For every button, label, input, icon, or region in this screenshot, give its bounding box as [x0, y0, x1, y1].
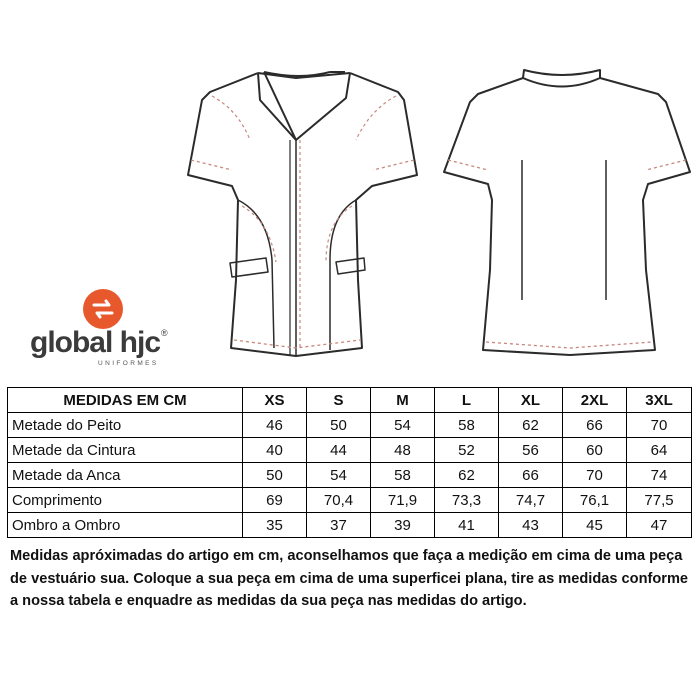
- header-size: 2XL: [563, 388, 627, 413]
- table-cell: 71,9: [371, 488, 435, 513]
- back-view-tunic: [444, 70, 690, 355]
- table-cell: 52: [435, 438, 499, 463]
- table-cell: 43: [499, 513, 563, 538]
- table-cell: 44: [307, 438, 371, 463]
- table-row: [8, 438, 692, 463]
- table-cell: 73,3: [435, 488, 499, 513]
- size-chart-table: [7, 387, 692, 538]
- table-cell: 69: [243, 488, 307, 513]
- table-cell: 39: [371, 513, 435, 538]
- header-size: XL: [499, 388, 563, 413]
- table-cell: 60: [563, 438, 627, 463]
- table-cell: 62: [499, 413, 563, 438]
- header-size: 3XL: [627, 388, 692, 413]
- table-cell: 74,7: [499, 488, 563, 513]
- table-cell: 47: [627, 513, 692, 538]
- table-cell: 77,5: [627, 488, 692, 513]
- table-cell: 70: [563, 463, 627, 488]
- header-size: M: [371, 388, 435, 413]
- table-cell: 45: [563, 513, 627, 538]
- table-cell: 46: [243, 413, 307, 438]
- front-view-tunic: [188, 72, 417, 356]
- table-cell: 70,4: [307, 488, 371, 513]
- table-header-row: [8, 388, 692, 413]
- table-cell: 74: [627, 463, 692, 488]
- row-label: Ombro a Ombro: [8, 513, 243, 538]
- table-cell: 50: [307, 413, 371, 438]
- table-cell: 56: [499, 438, 563, 463]
- table-cell: 58: [435, 413, 499, 438]
- table-cell: 40: [243, 438, 307, 463]
- brand-name: global hjc®: [30, 326, 167, 359]
- table-cell: 76,1: [563, 488, 627, 513]
- table-cell: 54: [371, 413, 435, 438]
- brand-tagline: UNIFORMES: [98, 360, 159, 367]
- row-label: Metade da Cintura: [8, 438, 243, 463]
- table-cell: 35: [243, 513, 307, 538]
- table-cell: 48: [371, 438, 435, 463]
- measurement-note: Medidas apróximadas do artigo em cm, aconselhamos que faça a medição em cima de uma peça de vestuário sua. Coloque a sua peça em cima de uma superficei plana, tire as medidas conforme a nossa tabela e enquadre as medidas da sua peça nas medidas do artigo.: [10, 548, 689, 609]
- table-cell: 54: [307, 463, 371, 488]
- row-label: Comprimento: [8, 488, 243, 513]
- table-cell: 58: [371, 463, 435, 488]
- header-size: XS: [243, 388, 307, 413]
- header-size: S: [307, 388, 371, 413]
- table-row: [8, 413, 692, 438]
- table-row: [8, 488, 692, 513]
- table-cell: 70: [627, 413, 692, 438]
- table-cell: 66: [563, 413, 627, 438]
- table-cell: 41: [435, 513, 499, 538]
- table-cell: 37: [307, 513, 371, 538]
- brand-logo: [30, 288, 195, 367]
- table-row: [8, 463, 692, 488]
- row-label: Metade do Peito: [8, 413, 243, 438]
- row-label: Metade da Anca: [8, 463, 243, 488]
- header-measurements: MEDIDAS EM CM: [8, 388, 243, 413]
- table-cell: 62: [435, 463, 499, 488]
- table-row: [8, 513, 692, 538]
- header-size: L: [435, 388, 499, 413]
- brand-logo-icon: [82, 288, 124, 330]
- table-cell: 66: [499, 463, 563, 488]
- table-cell: 50: [243, 463, 307, 488]
- table-cell: 64: [627, 438, 692, 463]
